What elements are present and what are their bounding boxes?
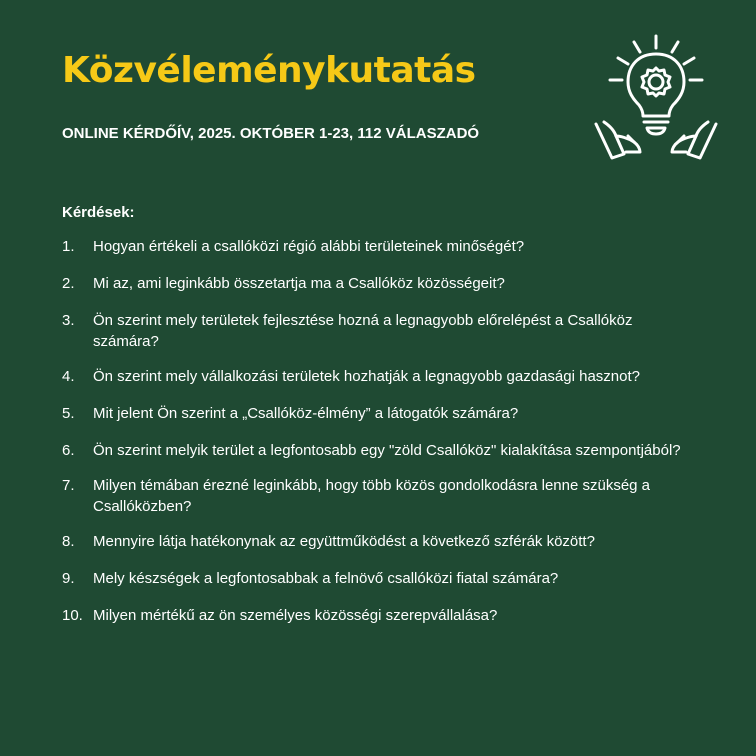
question-text: Hogyan értékeli a csallóközi régió alábbi területeinek minőségét? [93, 238, 525, 255]
question-item [62, 531, 702, 552]
survey-subtitle: ONLINE KÉRDŐÍV, 2025. OKTÓBER 1-23, 112 VÁLASZADÓ [62, 125, 480, 142]
question-number: 7. [62, 477, 75, 494]
question-number: 1. [62, 238, 75, 255]
question-item [62, 366, 702, 387]
question-text: Milyen mértékű az ön személyes közösségi szerepvállalása? [93, 607, 498, 624]
question-text: Mely készségek a legfontosabbak a felnövő csallóközi fiatal számára? [93, 570, 559, 587]
question-text: Ön szerint mely területek fejlesztése hozná a legnagyobb előrelépést a Csallóköz számára? [93, 312, 633, 350]
question-item [62, 236, 702, 257]
question-number: 2. [62, 275, 75, 292]
question-number: 8. [62, 533, 75, 550]
lightbulb-gear-hands-icon [590, 32, 722, 170]
question-text: Ön szerint melyik terület a legfontosabb egy "zöld Csallóköz" kialakítása szempontjából? [93, 442, 681, 459]
question-item [62, 440, 702, 461]
questions-heading: Kérdések: [62, 204, 135, 221]
question-text: Milyen témában érezné leginkább, hogy több közös gondolkodásra lenne szükség a Csallóközben? [93, 477, 651, 515]
question-text: Mit jelent Ön szerint a „Csallóköz-élmény” a látogatók számára? [93, 405, 519, 422]
question-number: 4. [62, 368, 75, 385]
question-item [62, 475, 702, 517]
question-item [62, 310, 702, 352]
question-number: 9. [62, 570, 75, 587]
question-number: 3. [62, 312, 75, 329]
question-item [62, 403, 702, 424]
question-item [62, 273, 702, 294]
question-number: 5. [62, 405, 75, 422]
question-item [62, 605, 702, 626]
question-text: Ön szerint mely vállalkozási területek hozhatják a legnagyobb gazdasági hasznot? [93, 368, 640, 385]
question-number: 6. [62, 442, 75, 459]
question-list [62, 236, 702, 642]
question-item [62, 568, 702, 589]
page-title: Közvéleménykutatás [62, 50, 476, 91]
question-text: Mennyire látja hatékonynak az együttműködést a következő szférák között? [93, 533, 595, 550]
question-text: Mi az, ami leginkább összetartja ma a Csallóköz közösségeit? [93, 275, 505, 292]
question-number: 10. [62, 607, 83, 624]
